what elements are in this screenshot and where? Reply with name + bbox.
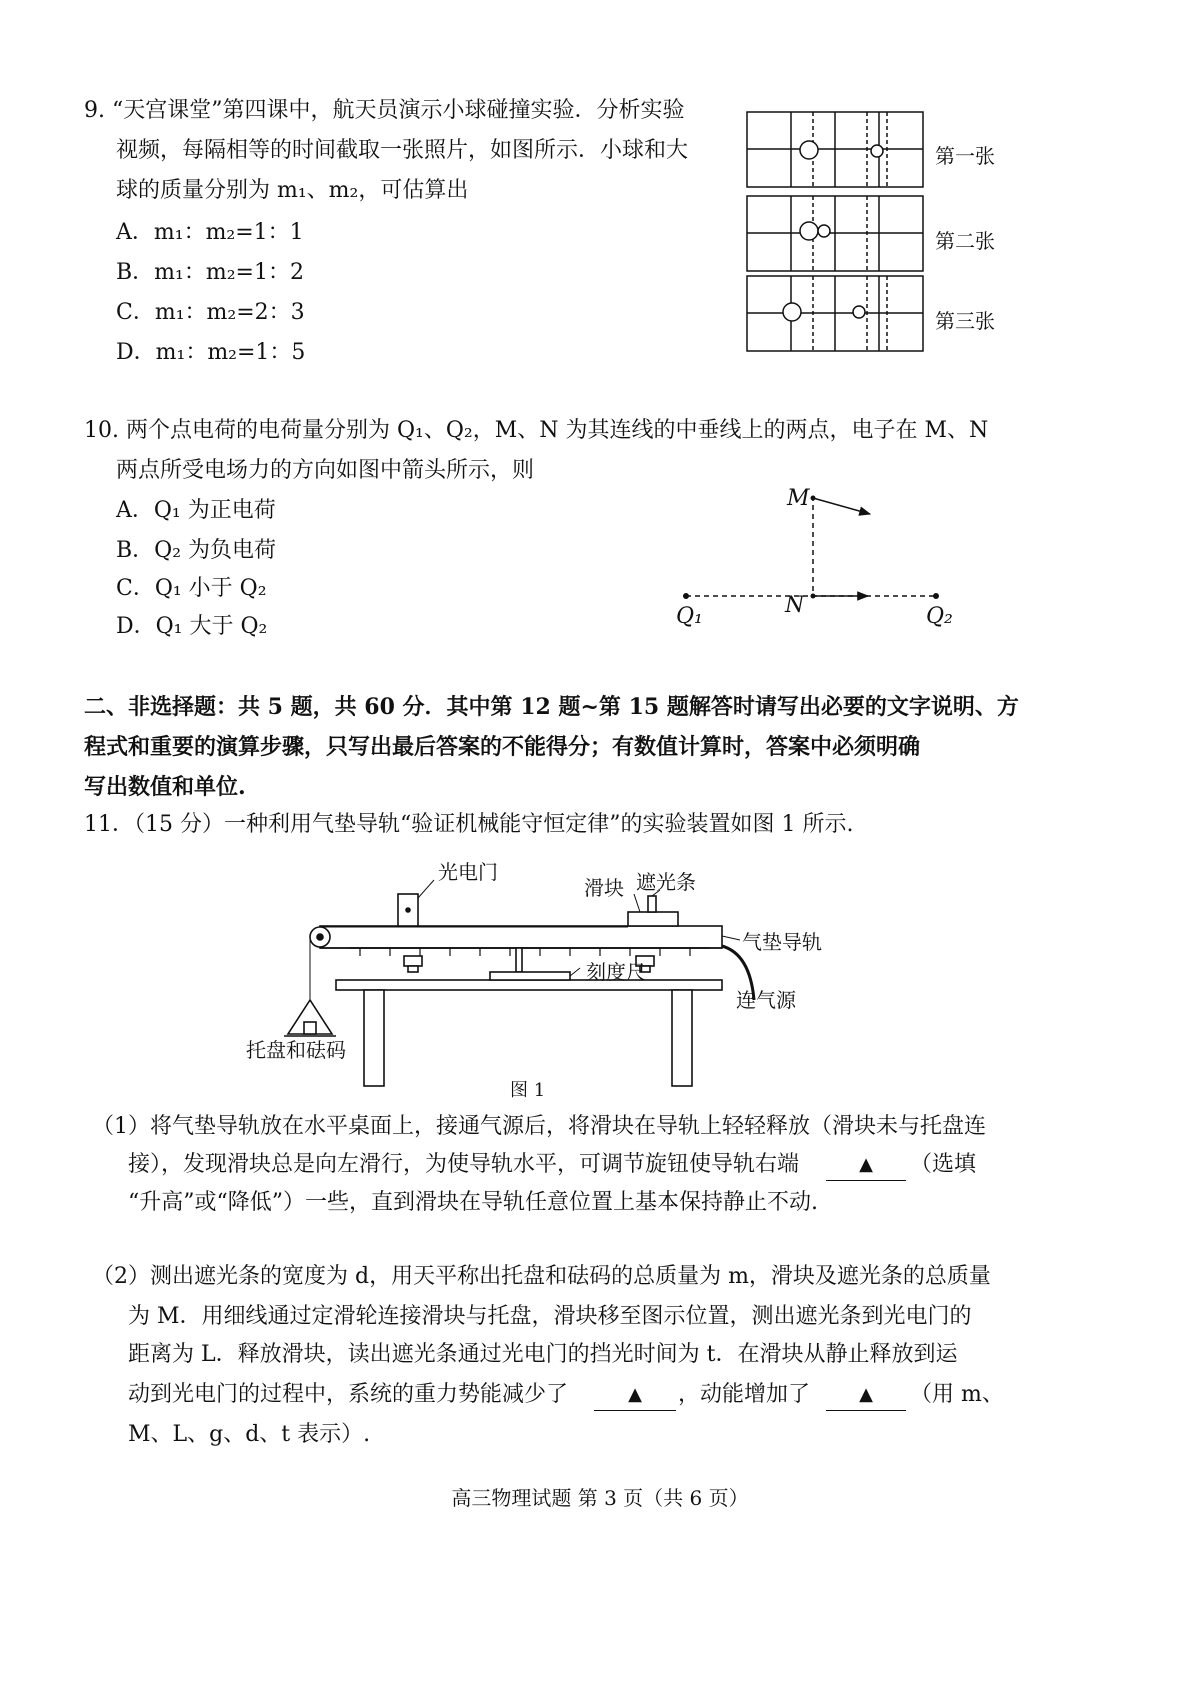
q11-part1-line-1: （1）将气垫导轨放在水平桌面上，接通气源后，将滑块在导轨上轻轻释放（滑块未与托盘连 — [92, 1114, 987, 1139]
force-arrow-m — [813, 498, 870, 514]
small-ball — [871, 145, 883, 157]
q10-option-d: D．Q₁ 大于 Q₂ — [116, 614, 268, 639]
air-track-rail — [320, 926, 722, 948]
q9-stem-line-1: “天宫课堂”第四课中，航天员演示小球碰撞实验．分析实验 — [112, 98, 685, 123]
label-q2: Q₂ — [926, 604, 953, 629]
q10-stem-line-2: 两点所受电场力的方向如图中箭头所示，则 — [116, 458, 535, 483]
q10-option-a: A．Q₁ 为正电荷 — [116, 498, 276, 523]
label-n: N — [785, 593, 805, 618]
label-shading-strip: 遮光条 — [636, 870, 696, 894]
charge-q2-dot — [933, 593, 939, 599]
q9-stem-line-3: 球的质量分别为 m₁、m₂，可估算出 — [116, 178, 469, 203]
table-leg-left — [364, 990, 384, 1086]
q11-part2-line-4: 动到光电门的过程中，系统的重力势能减少了 — [128, 1382, 569, 1407]
label-air-track: 气垫导轨 — [742, 930, 822, 954]
big-ball — [800, 222, 818, 240]
photo-label-2: 第二张 — [935, 229, 995, 253]
q9-option-c: C．m₁：m₂=2：3 — [116, 300, 305, 325]
q11-part2-line-5: M、L、g、d、t 表示）. — [128, 1422, 371, 1447]
table-leg-right — [672, 990, 692, 1086]
point-n-dot — [811, 594, 816, 599]
label-photogate: 光电门 — [438, 860, 498, 884]
section2-heading-line-2: 程式和重要的演算步骤，只写出最后答案的不能得分；有数值计算时，答案中必须明确 — [84, 734, 921, 760]
q10-number: 10. — [84, 418, 119, 443]
q11-part2-line-1: （2）测出遮光条的宽度为 d，用天平称出托盘和砝码的总质量为 m，滑块及遮光条的总质量 — [92, 1264, 991, 1289]
q11-part2-line-3: 距离为 L．释放滑块，读出遮光条通过光电门的挡光时间为 t．在滑块从静止释放到运 — [128, 1342, 958, 1367]
knob-base-left — [408, 966, 418, 972]
shading-strip — [648, 896, 656, 912]
answer-blank-3[interactable]: ▲ — [826, 1380, 906, 1411]
section2-heading-line-1: 二、非选择题：共 5 题，共 60 分．其中第 12 题~第 15 题解答时请写出必要的文字说明、方 — [84, 694, 1019, 720]
answer-blank-1[interactable]: ▲ — [826, 1150, 906, 1181]
charge-q1-dot — [683, 593, 689, 599]
page-footer: 高三物理试题 第 3 页（共 6 页） — [451, 1486, 749, 1510]
label-air-source: 连气源 — [736, 988, 796, 1012]
label-m: M — [787, 486, 810, 511]
q10-charge-figure — [670, 480, 970, 630]
q11-part1-line-2-tail: （选填 — [910, 1152, 977, 1177]
q10-stem-line-1: 两个点电荷的电荷量分别为 Q₁、Q₂，M、N 为其连线的中垂线上的两点，电子在 M、N — [126, 418, 989, 443]
q9-stem-line-2: 视频，每隔相等的时间截取一张照片，如图所示．小球和大 — [116, 138, 689, 163]
label-tray: 托盘和砝码 — [246, 1038, 346, 1062]
photo-label-1: 第一张 — [935, 144, 995, 168]
q11-part2-line-2: 为 M．用细线通过定滑轮连接滑块与托盘，滑块移至图示位置，测出遮光条到光电门的 — [128, 1304, 972, 1329]
weight — [304, 1022, 316, 1034]
label-scale: 刻度尺 — [586, 960, 646, 984]
q11-part2-line-4-mid: ，动能增加了 — [678, 1382, 811, 1407]
table-top — [336, 980, 722, 990]
figure-caption: 图 1 — [510, 1080, 546, 1101]
slider — [628, 912, 678, 926]
center-support — [516, 948, 522, 972]
point-m-dot — [811, 496, 816, 501]
q9-option-a: A．m₁：m₂=1：1 — [116, 220, 304, 245]
q11-part2-line-4-tail: （用 m、 — [910, 1382, 1004, 1407]
small-ball — [853, 306, 865, 318]
label-slider: 滑块 — [584, 876, 624, 900]
photo-label-3: 第三张 — [935, 309, 995, 333]
answer-blank-2[interactable]: ▲ — [594, 1380, 676, 1411]
q9-option-d: D．m₁：m₂=1：5 — [116, 340, 306, 365]
small-ball — [818, 225, 830, 237]
q9-option-b: B．m₁：m₂=1：2 — [116, 260, 304, 285]
q11-part1-line-2: 接），发现滑块总是向左滑行，为使导轨水平，可调节旋钮使导轨右端 — [128, 1152, 800, 1177]
adjust-knob-left — [404, 956, 422, 966]
q9-number: 9. — [84, 98, 105, 123]
label-q1: Q₁ — [676, 604, 703, 629]
q11-part1-line-3: “升高”或“降低”）一些，直到滑块在导轨任意位置上基本保持静止不动. — [128, 1190, 818, 1215]
q10-option-c: C．Q₁ 小于 Q₂ — [116, 576, 267, 601]
q10-option-b: B．Q₂ 为负电荷 — [116, 538, 277, 563]
section2-heading-line-3: 写出数值和单位. — [84, 774, 246, 800]
scale-ruler — [490, 972, 570, 980]
big-ball — [800, 141, 818, 159]
q11-stem: 11．（15 分）一种利用气垫导轨“验证机械能守恒定律”的实验装置如图 1 所示. — [84, 812, 854, 837]
big-ball — [783, 303, 801, 321]
